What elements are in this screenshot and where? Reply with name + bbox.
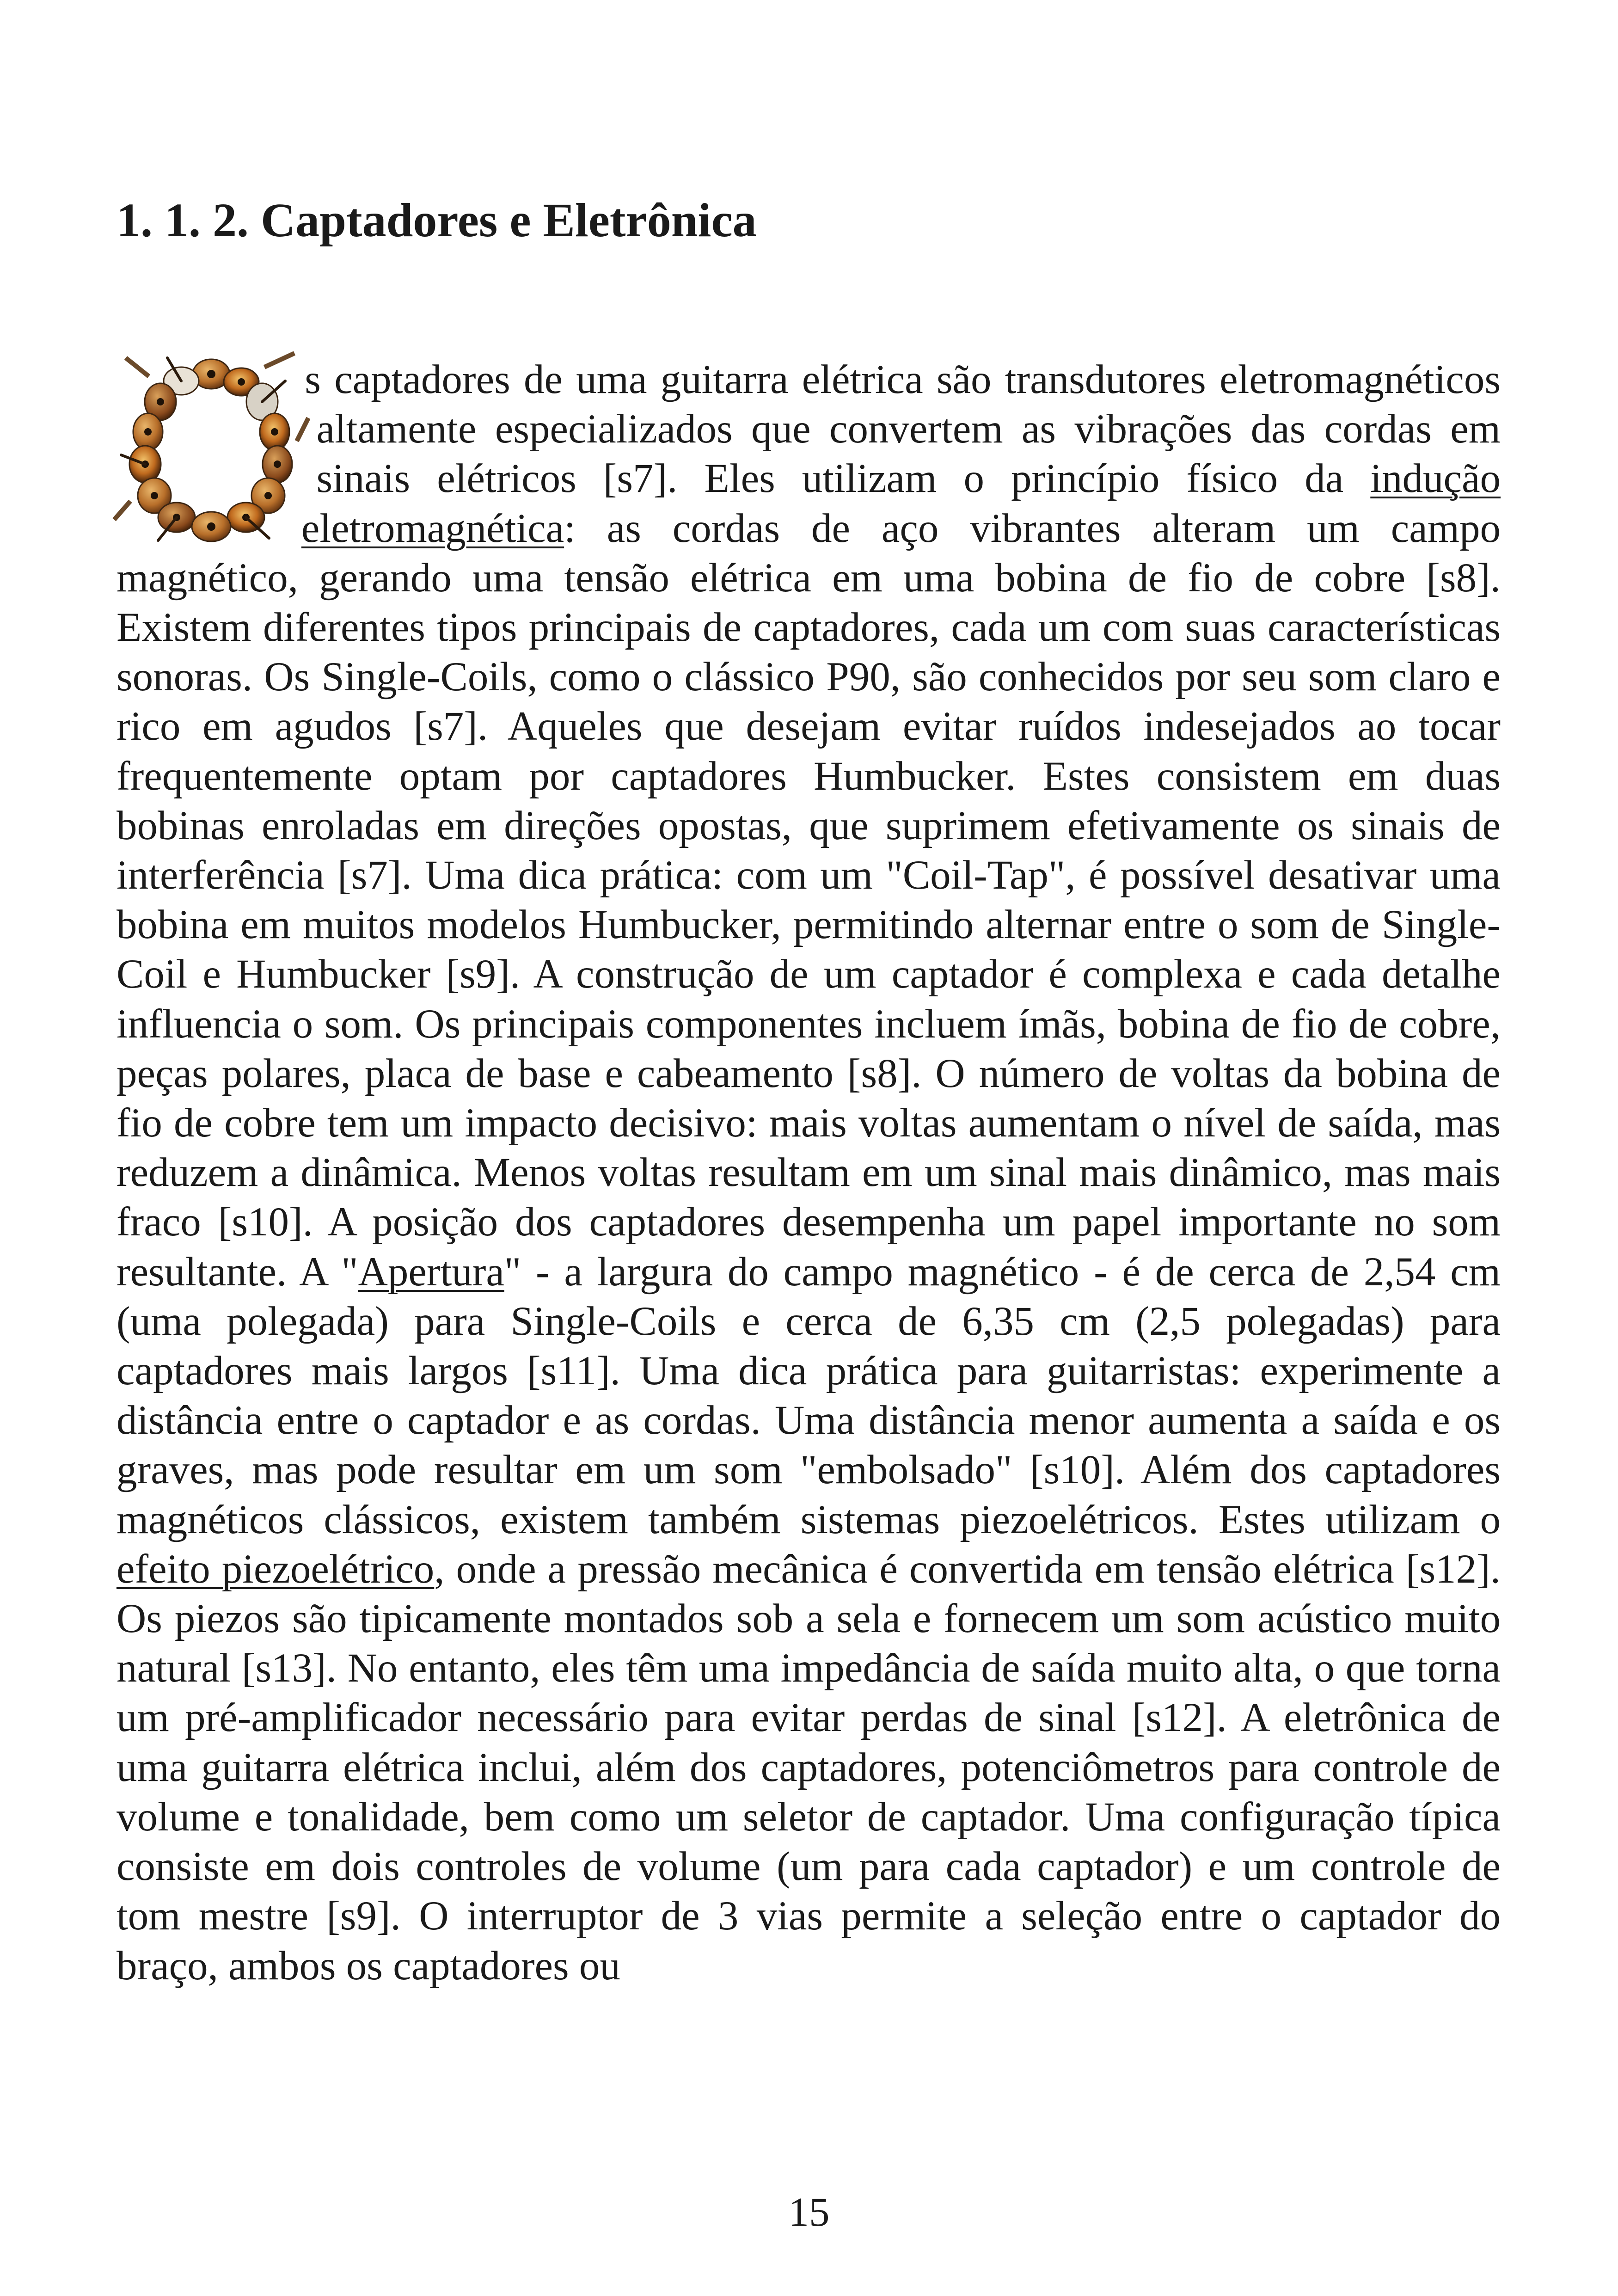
paragraph-text-3: " - a largura do campo magnético - é de cerca de 2,54 cm (uma polegada) para Single-Coils e cerca de 6,35 cm (2,5 polegadas) para captadores mais largos [s11]. Uma dica prática para guitarristas: experimente a distância entre o captador e as cordas. Uma distância menor aumenta a saída e os graves, mas pode resultar em um som "embolsado" [s10]. Além dos captadores magnéticos clássicos, existem também sistemas piezoelétricos. Estes utilizam o <box>116 1249 1501 1542</box>
paragraph-text-1: s captadores de uma guitarra elétrica são transdutores eletromagnéticos altamente especializados que convertem as vibrações das cordas em sinais elétricos [s7]. Eles utilizam o princípio físico da <box>305 357 1501 502</box>
link-apertura[interactable]: Apertura <box>358 1249 504 1295</box>
paragraph-text-2: : as cordas de aço vibrantes alteram um campo magnético, gerando uma tensão elétrica em uma bobina de fio de cobre [s8]. Existem diferentes tipos principais de captadores, cada um com suas características sonoras. Os Single-Coils, como o clássico P90, são conhecidos por seu som claro e rico em agudos [s7]. Aqueles que desejam evitar ruídos indesejados ao tocar frequentemente optam por captadores Humbucker. Estes consistem em duas bobinas enroladas em direções opostas, que suprimem efetivamente os sinais de interferência [s7]. Uma dica prática: com um "Coil-Tap", é possível desativar uma bobina em muitos modelos Humbucker, permitindo alternar entre o som de Single-Coil e Humbucker [s9]. A construção de um captador é complexa e cada detalhe influencia o som. Os principais componentes incluem ímãs, bobina de fio de cobre, peças polares, placa de base e cabeamento [s8]. O número de voltas da bobina de fio de cobre tem um impacto decisivo: mais voltas aumentam o nível de saída, mas reduzem a dinâmica. Menos voltas resultam em um sinal mais dinâmico, mas mais fraco [s10]. A posição dos captadores desempenha um papel importante no som resultante. A " <box>116 505 1501 1295</box>
link-efeito-piezoeletrico[interactable]: efeito piezoelétrico <box>116 1546 435 1592</box>
section-heading: 1. 1. 2. Captadores e Eletrônica <box>116 194 757 247</box>
guitar-collage-letter-icon <box>112 349 311 547</box>
paragraph-text-4: , onde a pressão mecânica é convertida em tensão elétrica [s12]. Os piezos são tipicamente montados sob a sela e fornecem um som acústico muito natural [s13]. No entanto, eles têm uma impedância de saída muito alta, o que torna um pré-amplificador necessário para evitar perdas de sinal [s12]. A eletrônica de uma guitarra elétrica inclui, além dos captadores, potenciômetros para controle de volume e tonalidade, bem como um seletor de captador. Uma configuração típica consiste em dois controles de volume (um para cada captador) e um controle de tom mestre [s9]. O interruptor de 3 vias permite a seleção entre o captador do braço, ambos os captadores ou <box>116 1546 1501 1989</box>
page-number: 15 <box>788 2190 830 2235</box>
link-inducao-eletromagnetica[interactable]: indução eletromagnética <box>301 456 1501 551</box>
body-paragraph <box>116 355 1501 1991</box>
